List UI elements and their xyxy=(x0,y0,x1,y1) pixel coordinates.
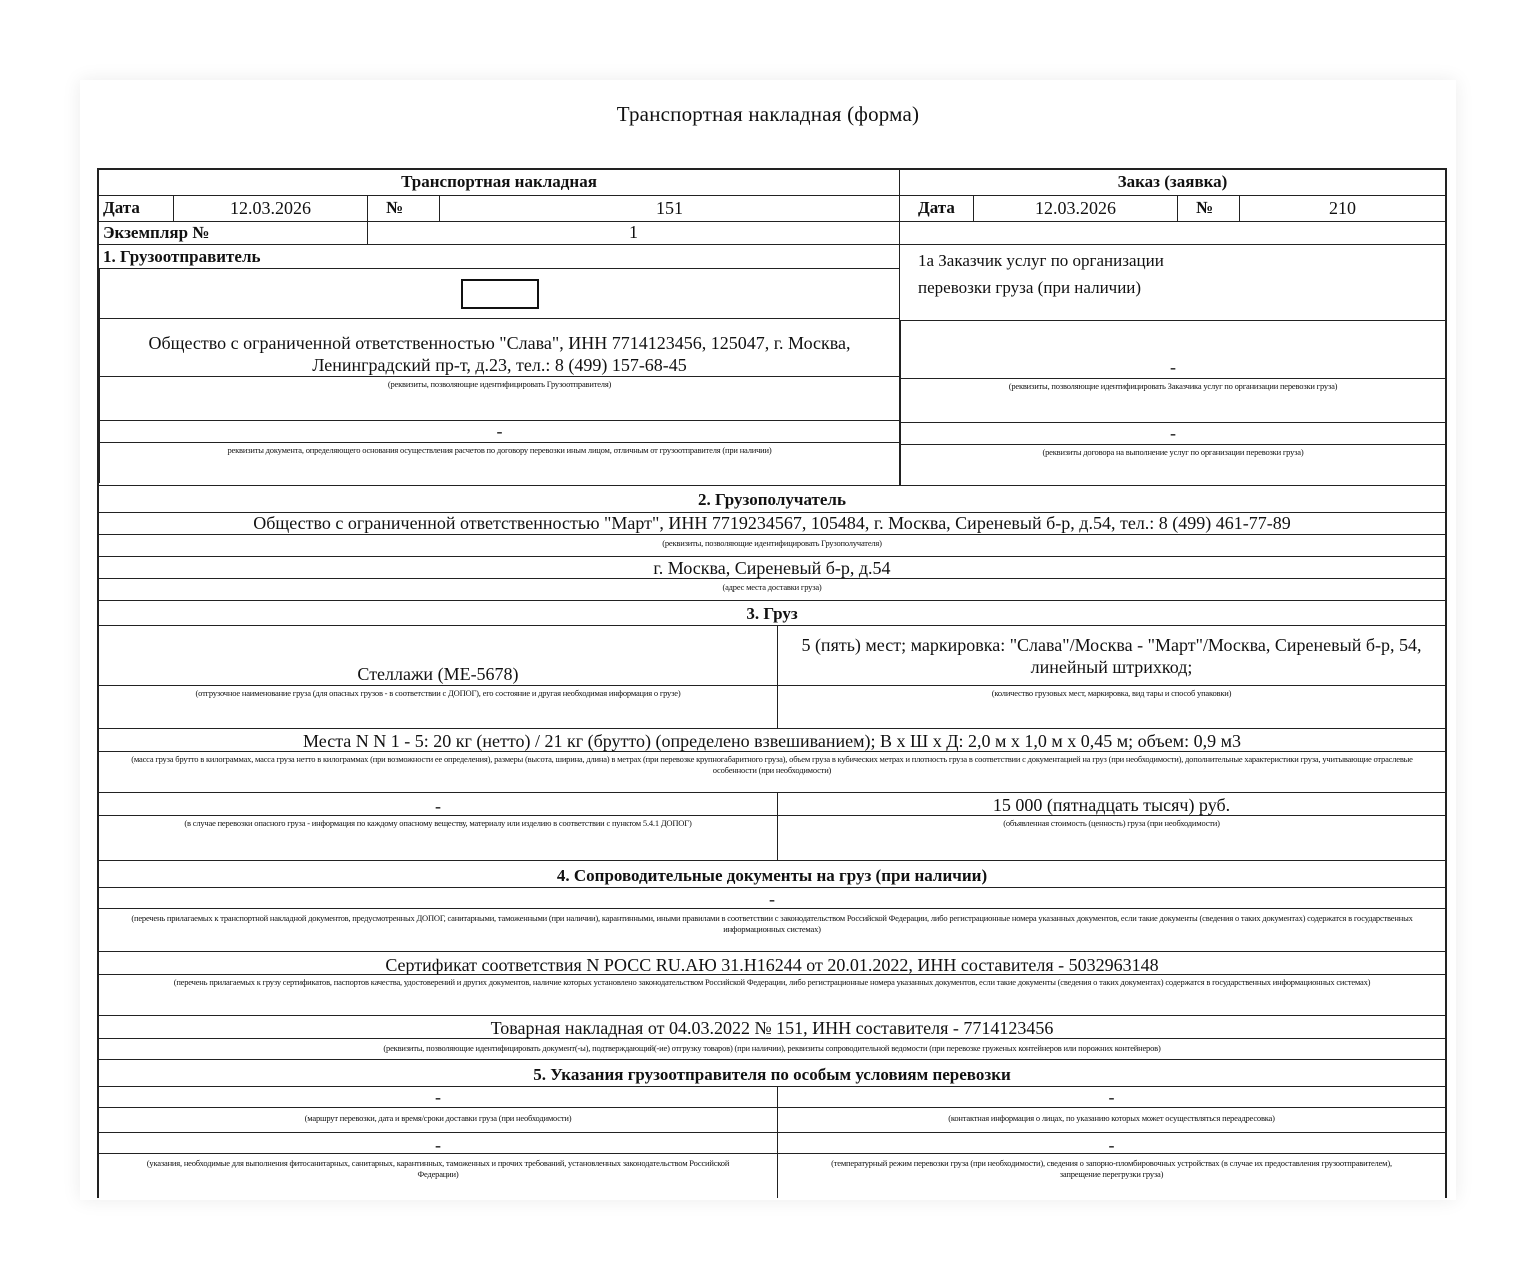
payment-doc-field[interactable]: - xyxy=(99,421,899,443)
customer-note: (реквизиты, позволяющие идентифицировать Заказчика услуг по организации перевозки груза) xyxy=(900,379,1445,423)
delivery-address-note: (адрес места доставки груза) xyxy=(722,582,822,592)
declared-value-field[interactable]: 15 000 (пятнадцать тысяч) руб. xyxy=(777,793,1445,815)
waybill-form xyxy=(97,168,1447,1198)
packages-field[interactable]: 5 (пять) мест; маркировка: "Слава"/Москва - "Март"/Москва, Сиреневый б-р, 54, линейный штрихкод; xyxy=(777,626,1445,685)
copy-number-blank xyxy=(900,222,1445,245)
declared-value-note: (объявленная стоимость (ценность) груза (при необходимости) xyxy=(777,816,1445,860)
consignee-field[interactable]: Общество с ограниченной ответственностью "Март", ИНН 7719234567, 105484, г. Москва, Сиреневый б-р, д.54, тел.: 8 (499) 461-77-89 xyxy=(253,513,1291,533)
section5-header: 5. Указания грузоотправителя по особым условиям перевозки xyxy=(533,1065,1011,1084)
shipper-field[interactable] xyxy=(99,319,899,377)
certificate-note: (перечень прилагаемых к грузу сертификатов, паспортов качества, удостоверений и других документов, наличие которых установлено законодательством Российской Федерации, либо регистрационные номера указанных документов, если такие документы (сведения о таких документах) содержатся в государственных информационных системах) xyxy=(173,977,1371,987)
section2-header: 2. Грузополучатель xyxy=(698,490,846,509)
order-number-field[interactable]: 210 xyxy=(1239,196,1445,221)
consignee-note: (реквизиты, позволяющие идентифицировать Грузополучателя) xyxy=(662,538,882,548)
contract-note: (реквизиты договора на выполнение услуг по организации перевозки груза) xyxy=(900,445,1445,485)
waybill-number-label: № xyxy=(367,196,439,221)
document-title: Транспортная накладная (форма) xyxy=(616,102,920,126)
certificate-field[interactable]: Сертификат соответствия N РОСС RU.АЮ 31.Н16244 от 20.01.2022, ИНН составителя - 5032963148 xyxy=(385,955,1159,974)
cargo-name-field[interactable]: Стеллажи (МЕ-5678) xyxy=(357,664,519,684)
dangerous-cargo-note: (в случае перевозки опасного груза - информация по каждому опасному веществу, материалу или изделию в соответствии с пунктом 5.4.1 ДОПОГ) xyxy=(184,818,692,828)
weight-dimensions-field[interactable]: Места N N 1 - 5: 20 кг (нетто) / 21 кг (брутто) (определено взвешиванием); В х Ш х Д: 2,0 м х 1,0 м х 0,45 м; объем: 0,9 м3 xyxy=(303,731,1241,751)
shipper-value: Общество с ограниченной ответственностью "Слава", ИНН 7714123456, 125047, г. Москва, Ленинградский пр-т, д.23, тел.: 8 (499) 157-68-45 xyxy=(148,333,851,375)
cargo-name-note: (отгрузочное наименование груза (для опасных грузов - в соответствии с ДОПОГ), его состояние и другая необходимая информация о грузе) xyxy=(195,688,681,698)
order-date-field[interactable]: 12.03.2026 xyxy=(973,196,1177,221)
contract-field[interactable]: - xyxy=(900,423,1445,445)
payment-doc-note: реквизиты документа, определяющего основания осуществления расчетов по договору перевозки иным лицом, отличным от грузоотправителя (при наличии) xyxy=(99,443,899,483)
order-number-label: № xyxy=(1177,196,1239,221)
route-field[interactable]: - xyxy=(435,1087,441,1107)
weight-dimensions-note: (масса груза брутто в килограммах, масса груза нетто в килограммах (при возможности ее определения), размеры (высота, ширина, длина) в метрах (при перевозке крупногабаритного груза), объем груза в кубических метрах и плотность груза в соответствии с документацией на груз (при необходимости), дополнительные характеристики груза, учитывающие отраслевые особенности (при необходимости) xyxy=(131,754,1413,775)
waybill-number-field[interactable]: 151 xyxy=(439,196,899,221)
delivery-address-field[interactable]: г. Москва, Сиреневый б-р, д.54 xyxy=(653,558,891,578)
sanitary-field[interactable]: - xyxy=(435,1135,441,1153)
shipper-stamp-area xyxy=(99,269,899,319)
temperature-note: (температурный режим перевозки груза (при необходимости), сведения о запорно-пломбировочных устройствах (в случае их предоставления грузоотправителем), запрещение перегрузки груза) xyxy=(777,1154,1445,1198)
waybill-date-label: Дата xyxy=(103,198,140,217)
document-sheet xyxy=(80,80,1456,1200)
customer-field[interactable]: - xyxy=(900,321,1445,379)
sanitary-note: (указания, необходимые для выполнения фитосанитарных, санитарных, карантинных, таможенных и прочих требований, установленных законодательством Российской Федерации) xyxy=(146,1158,730,1179)
order-header: Заказ (заявка) xyxy=(899,170,1445,195)
invoice-note: (реквизиты, позволяющие идентифицировать документ(-ы), подтверждающий(-ие) отгрузку товаров) (при наличии), реквизиты сопроводительной ведомости (при перевозке груженых контейнеров или порожних контейнеров) xyxy=(383,1043,1161,1053)
section4-header: 4. Сопроводительные документы на груз (при наличии) xyxy=(556,866,988,885)
customer-label-line2: перевозки груза (при наличии) xyxy=(918,278,1142,297)
route-note: (маршрут перевозки, дата и время/сроки доставки груза (при необходимости) xyxy=(304,1113,572,1123)
temperature-field[interactable]: - xyxy=(777,1133,1445,1153)
invoice-field[interactable]: Товарная накладная от 04.03.2022 № 151, ИНН составителя - 7714123456 xyxy=(490,1018,1054,1038)
section3-header: 3. Груз xyxy=(746,604,798,623)
dangerous-cargo-field[interactable]: - xyxy=(435,796,441,815)
packages-note: (количество грузовых мест, маркировка, вид тары и способ упаковки) xyxy=(777,686,1445,728)
customer-label-line1: 1а Заказчик услуг по организации xyxy=(918,251,1164,270)
contact-note: (контактная информация о лицах, по указанию которых может осуществляться переадресовка) xyxy=(777,1108,1445,1132)
waybill-date-field[interactable]: 12.03.2026 xyxy=(173,196,367,221)
copy-number-label: Экземпляр № xyxy=(103,223,210,242)
accompanying-docs-field[interactable]: - xyxy=(769,889,775,908)
shipper-label: 1. Грузоотправитель xyxy=(99,245,899,269)
stamp-box xyxy=(461,279,539,309)
accompanying-docs-note: (перечень прилагаемых к транспортной накладной документов, предусмотренных ДОПОГ, санитарными, таможенными (при наличии), карантинными, иными правилами в соответствии с законодательством Российской Федерации, либо регистрационные номера указанных документов, если такие документы (сведения о таких документах) содержатся в государственных информационных системах) xyxy=(131,913,1413,934)
shipper-note: (реквизиты, позволяющие идентифицировать Грузоотправителя) xyxy=(99,377,899,421)
waybill-header: Транспортная накладная xyxy=(401,172,597,191)
order-date-label: Дата xyxy=(899,196,973,221)
customer-label xyxy=(900,245,1445,321)
copy-number-field[interactable]: 1 xyxy=(367,222,899,244)
contact-field[interactable]: - xyxy=(777,1087,1445,1107)
